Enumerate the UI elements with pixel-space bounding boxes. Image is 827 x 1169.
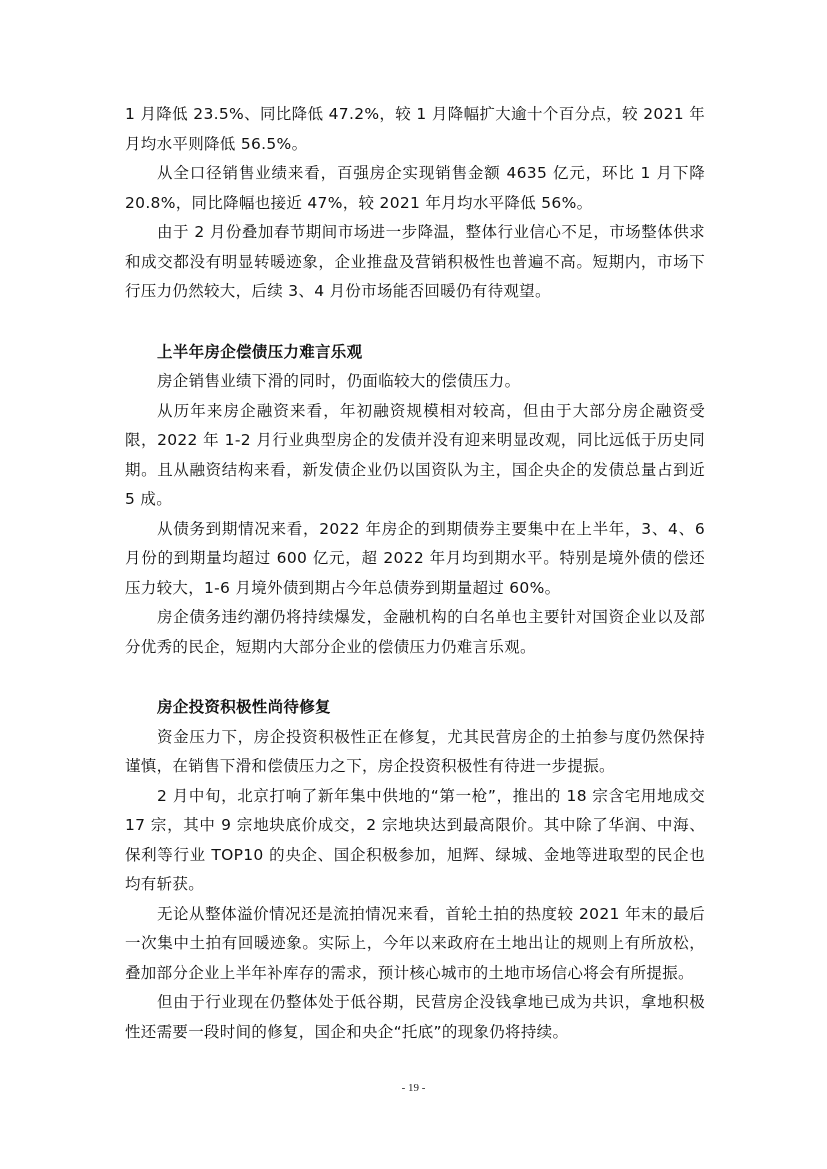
page-number: - 19 - bbox=[401, 1082, 426, 1094]
section-spacer bbox=[125, 662, 705, 693]
paragraph: 从全口径销售业绩来看，百强房企实现销售金额 4635 亿元，环比 1 月下降 20.8%，同比降幅也接近 47%，较 2021 年月均水平降低 56%。 bbox=[125, 164, 705, 212]
paragraph: 1 月降低 23.5%、同比降低 47.2%，较 1 月降幅扩大逾十个百分点，较 2021 年月均水平则降低 56.5%。 bbox=[125, 105, 705, 153]
paragraph: 从债务到期情况来看，2022 年房企的到期债券主要集中在上半年，3、4、6 月份的到期量均超过 600 亿元，超 2022 年月均到期水平。特别是境外债的偿还压力较大，1-6 月境外债到期占今年总债券到期量超过 60%。 bbox=[125, 519, 705, 597]
document-body bbox=[125, 100, 705, 1047]
paragraph: 资金压力下，房企投资积极性正在修复，尤其民营房企的土拍参与度仍然保持谨慎，在销售下滑和偿债压力之下，房企投资积极性有待进一步提振。 bbox=[125, 727, 705, 775]
paragraph: 但由于行业现在仍整体处于低谷期，民营房企没钱拿地已成为共识，拿地积极性还需要一段时间的修复，国企和央企“托底”的现象仍将持续。 bbox=[125, 993, 705, 1041]
paragraph: 无论从整体溢价情况还是流拍情况来看，首轮土拍的热度较 2021 年末的最后一次集中土拍有回暖迹象。实际上，今年以来政府在土地出让的规则上有所放松，叠加部分企业上半年补库存的需求，预计核心城市的土地市场信心将会有所提振。 bbox=[125, 904, 705, 982]
section-spacer bbox=[125, 307, 705, 338]
section-heading: 房企投资积极性尚待修复 bbox=[157, 698, 331, 716]
paragraph: 由于 2 月份叠加春节期间市场进一步降温，整体行业信心不足，市场整体供求和成交都没有明显转暖迹象，企业推盘及营销积极性也普遍不高。短期内，市场下行压力仍然较大，后续 3、4 月份市场能否回暖仍有待观望。 bbox=[125, 223, 705, 300]
paragraph: 2 月中旬，北京打响了新年集中供地的“第一枪”，推出的 18 宗含宅用地成交 17 宗，其中 9 宗地块底价成交，2 宗地块达到最高限价。其中除了华润、中海、保利等行业 TOP10 的央企、国企积极参加，旭辉、绿城、金地等进取型的民企也均有斩获。 bbox=[125, 786, 705, 893]
paragraph: 从历年来房企融资来看，年初融资规模相对较高，但由于大部分房企融资受限，2022 年 1-2 月行业典型房企的发债并没有迎来明显改观，同比远低于历史同期。且从融资结构来看，新发债企业仍以国资队为主，国企央企的发债总量占到近 5 成。 bbox=[125, 401, 705, 508]
paragraph: 房企销售业绩下滑的同时，仍面临较大的偿债压力。 bbox=[157, 372, 521, 390]
section-heading: 上半年房企偿债压力难言乐观 bbox=[157, 342, 363, 361]
paragraph: 房企债务违约潮仍将持续爆发，金融机构的白名单也主要针对国资企业以及部分优秀的民企，短期内大部分企业的偿债压力仍难言乐观。 bbox=[125, 608, 705, 656]
